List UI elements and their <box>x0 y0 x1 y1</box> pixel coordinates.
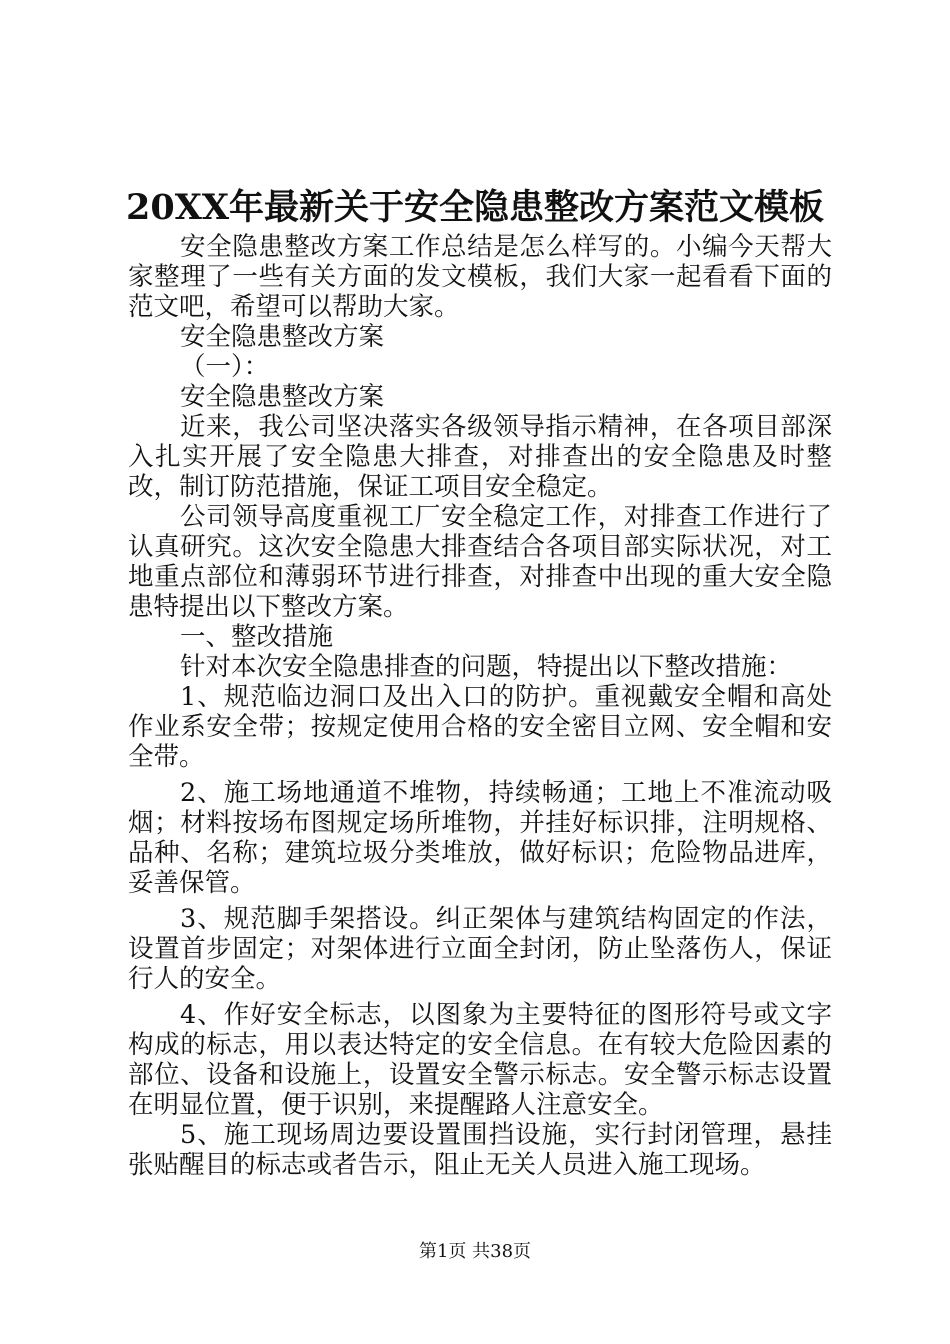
intro-paragraph: 安全隐患整改方案工作总结是怎么样写的。小编今天帮大家整理了一些有关方面的发文模板，我们大家一起看看下面的范文吧，希望可以帮助大家。 <box>128 232 832 322</box>
section-heading: 安全隐患整改方案 <box>180 322 385 352</box>
section-subheading: 安全隐患整改方案 <box>180 382 385 412</box>
measure-item-3: 3、规范脚手架搭设。纠正架体与建筑结构固定的作法，设置首步固定；对架体进行立面全封闭，防止坠落伤人，保证行人的安全。 <box>128 904 832 994</box>
section-number: （一）： <box>180 352 270 382</box>
measure-item-1: 1、规范临边洞口及出入口的防护。重视戴安全帽和高处作业系安全带；按规定使用合格的安全密目立网、安全帽和安全带。 <box>128 682 832 772</box>
measure-item-5: 5、施工现场周边要设置围挡设施，实行封闭管理，悬挂张贴醒目的标志或者告示，阻止无关人员进入施工现场。 <box>128 1120 832 1180</box>
measures-intro: 针对本次安全隐患排查的问题，特提出以下整改措施： <box>180 652 793 682</box>
body-paragraph: 公司领导高度重视工厂安全稳定工作，对排查工作进行了认真研究。这次安全隐患大排查结合各项目部实际状况，对工地重点部位和薄弱环节进行排查，对排查中出现的重大安全隐患特提出以下整改方案。 <box>128 502 832 622</box>
measure-item-2: 2、施工场地通道不堆物，持续畅通；工地上不准流动吸烟；材料按场布图规定场所堆物，并挂好标识排，注明规格、品种、名称；建筑垃圾分类堆放，做好标识；危险物品进库，妥善保管。 <box>128 778 832 898</box>
measures-heading: 一、整改措施 <box>180 622 334 652</box>
document-title: 20XX年最新关于安全隐患整改方案范文模板 <box>125 187 825 228</box>
page-footer: 第1页 共38页 <box>418 1241 532 1262</box>
body-paragraph: 近来，我公司坚决落实各级领导指示精神，在各项目部深入扎实开展了安全隐患大排查，对排查出的安全隐患及时整改，制订防范措施，保证工项目安全稳定。 <box>128 412 832 502</box>
document-body <box>128 232 832 1180</box>
measure-item-4: 4、作好安全标志，以图象为主要特征的图形符号或文字构成的标志，用以表达特定的安全信息。在有较大危险因素的部位、设备和设施上，设置安全警示标志。安全警示标志设置在明显位置，便于识别，来提醒路人注意安全。 <box>128 1000 832 1120</box>
